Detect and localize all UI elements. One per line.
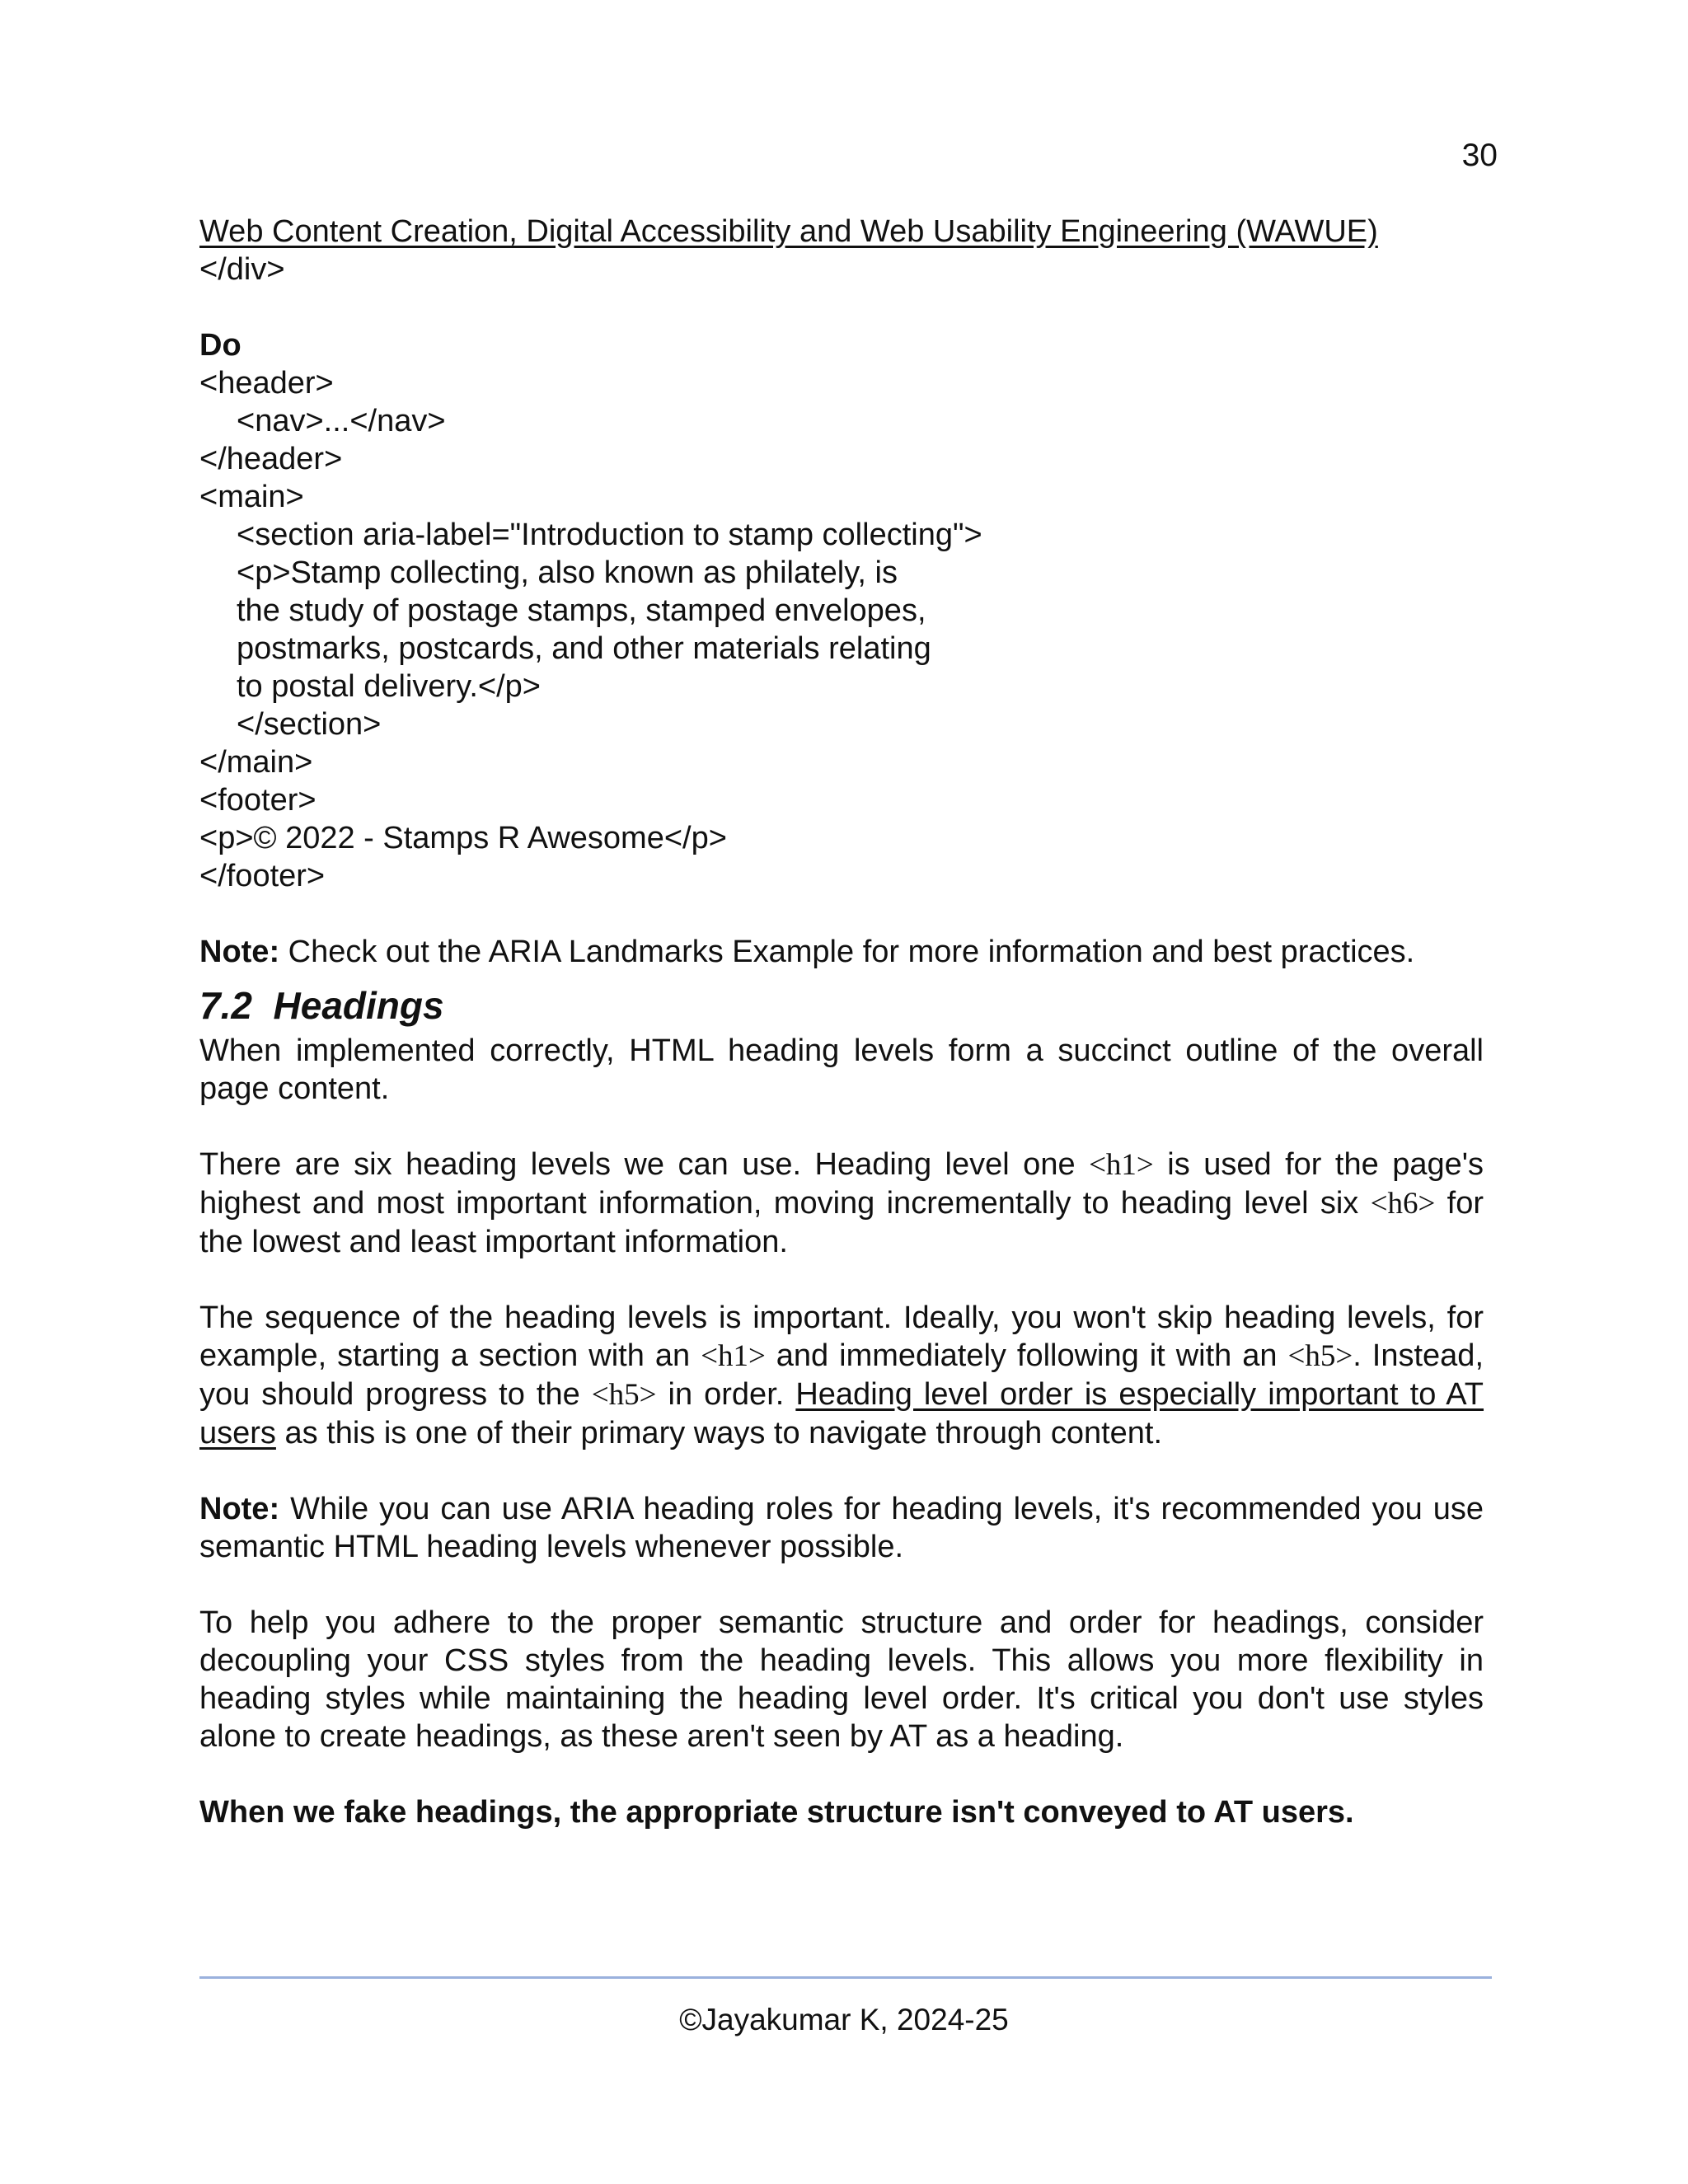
text-run: . Instead, you should progress to the <box>199 1338 1484 1412</box>
code-line: <p>Stamp collecting, also known as philately, is <box>237 555 898 590</box>
note-text: While you can use ARIA heading roles for heading levels, it's recommended you use semantic HTML heading levels whenever possible. <box>199 1492 1484 1564</box>
code-line: </footer> <box>199 859 326 893</box>
note-label: Note: <box>199 935 280 969</box>
footer-copyright: ©Jayakumar K, 2024-25 <box>679 2003 1009 2036</box>
page-number: 30 <box>1461 138 1498 173</box>
inline-code: <h1> <box>1089 1148 1154 1182</box>
text-run: The sequence of the heading levels is important. Ideally, you won't skip heading levels, for example, starting a section with an <box>199 1301 1484 1373</box>
do-label: Do <box>199 328 241 363</box>
code-line: <p>© 2022 - Stamps R Awesome</p> <box>199 821 727 855</box>
at-users-link[interactable]: Heading level order is especially important to AT users <box>199 1377 1484 1451</box>
code-line: postmarks, postcards, and other materials relating <box>237 631 931 666</box>
text-run: and immediately following it with an <box>765 1338 1288 1373</box>
code-line: the study of postage stamps, stamped envelopes, <box>237 593 926 628</box>
section-heading <box>199 981 1484 1032</box>
text-run: for the lowest and least important information. <box>199 1186 1484 1259</box>
inline-code: <h5> <box>1287 1339 1353 1373</box>
note-aria-roles <box>199 1490 1484 1566</box>
paragraph-outline: When implemented correctly, HTML heading levels form a succinct outline of the overall page content. <box>199 1033 1484 1106</box>
inline-code: <h5> <box>591 1378 657 1412</box>
page-content <box>199 213 1484 1831</box>
footer-divider <box>199 1976 1492 1979</box>
text-run: is used for the page's highest and most important information, moving incrementally to heading level six <box>199 1147 1484 1221</box>
code-line: </header> <box>199 442 343 476</box>
note-text: Check out the ARIA Landmarks Example for more information and best practices. <box>279 935 1415 969</box>
text-run: There are six heading levels we can use. Heading level one <box>199 1147 1090 1182</box>
text-run: as this is one of their primary ways to navigate through content. <box>275 1416 1163 1451</box>
code-line: <main> <box>199 480 304 514</box>
code-line: </section> <box>237 707 382 742</box>
code-line: <footer> <box>199 783 316 818</box>
note-label: Note: <box>199 1492 280 1526</box>
code-line: <header> <box>199 366 334 401</box>
code-line: to postal delivery.</p> <box>237 669 541 704</box>
inline-code: <h6> <box>1370 1187 1436 1221</box>
section-number: 7.2 <box>199 984 252 1027</box>
paragraph-sequence <box>199 1299 1484 1452</box>
inline-code: <h1> <box>701 1339 766 1373</box>
note-landmarks <box>199 933 1484 971</box>
code-line: <section aria-label="Introduction to stamp collecting"> <box>237 518 982 552</box>
code-closing-div: </div> <box>199 252 285 287</box>
code-line: </main> <box>199 745 313 780</box>
code-line: <nav>...</nav> <box>237 404 446 438</box>
text-run: in order. <box>656 1377 796 1412</box>
paragraph-heading-levels <box>199 1146 1484 1261</box>
document-title: Web Content Creation, Digital Accessibility and Web Usability Engineering (WAWUE) <box>199 214 1378 249</box>
paragraph-css-decoupling: To help you adhere to the proper semantic structure and order for headings, consider decoupling your CSS styles from the heading levels. This allows you more flexibility in heading styles while maintaining the heading level order. It's critical you don't use styles alone to create headings, as these aren't seen by AT as a heading. <box>199 1605 1484 1754</box>
section-title: Headings <box>273 984 444 1027</box>
bold-statement: When we fake headings, the appropriate structure isn't conveyed to AT users. <box>199 1795 1354 1830</box>
